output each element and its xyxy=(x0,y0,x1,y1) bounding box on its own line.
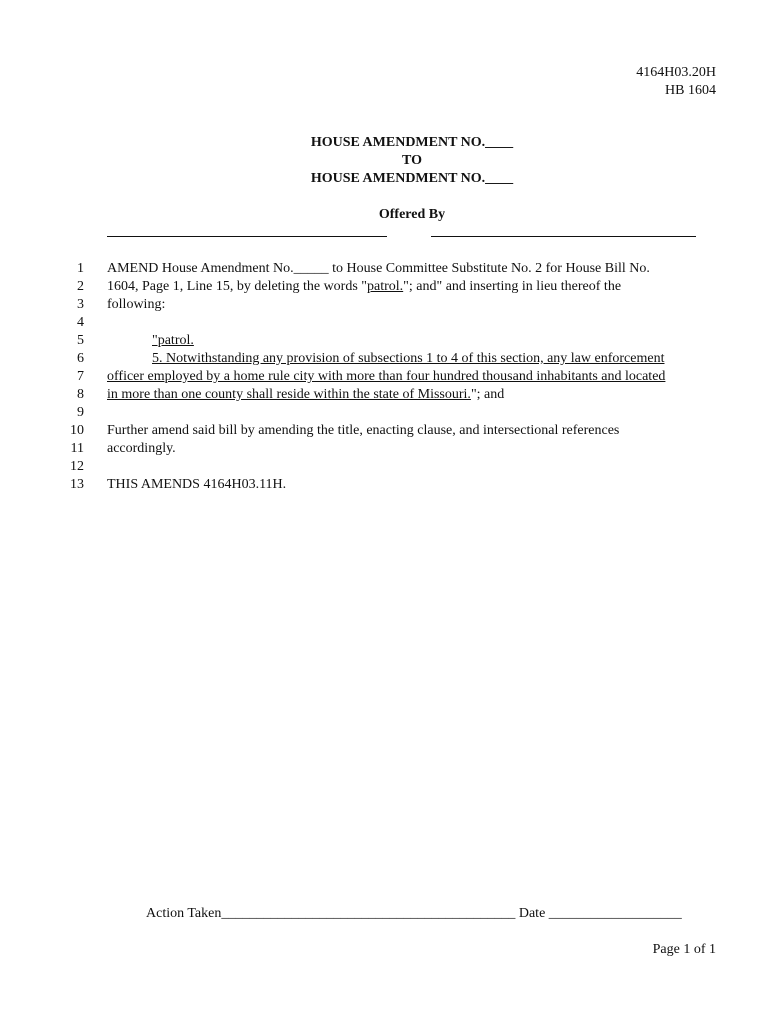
line-text-part: "; and xyxy=(470,387,505,402)
action-taken-line: Action Taken__________________________________________ Date ___________________ xyxy=(146,906,682,921)
title-line-3: HOUSE AMENDMENT NO.____ xyxy=(310,171,514,186)
line-number: 6 xyxy=(77,351,84,366)
offered-by-label: Offered By xyxy=(378,207,446,222)
line-text: THIS AMENDS 4164H03.11H. xyxy=(107,477,287,492)
line-text xyxy=(107,278,621,296)
inserted-text: 5. Notwithstanding any provision of subsections 1 to 4 of this section, any law enforcement xyxy=(152,351,665,366)
underlined-text: patrol. xyxy=(367,279,404,294)
line-text-part: 1604, Page 1, Line 15, by deleting the words " xyxy=(107,279,368,294)
inserted-text: in more than one county shall reside within the state of Missouri. xyxy=(107,387,471,402)
line-text xyxy=(107,386,504,404)
line-text: following: xyxy=(107,297,166,312)
line-text: AMEND House Amendment No._____ to House Committee Substitute No. 2 for House Bill No. xyxy=(107,261,650,276)
line-number: 2 xyxy=(77,279,84,294)
line-text-part: "; and" and inserting in lieu thereof the xyxy=(403,279,622,294)
line-number: 4 xyxy=(77,315,84,330)
document-header xyxy=(636,64,716,100)
line-number: 1 xyxy=(77,261,84,276)
title-line-2: TO xyxy=(402,153,422,168)
line-number: 5 xyxy=(77,333,84,348)
amendment-title xyxy=(0,134,770,188)
signature-line-left xyxy=(107,236,387,237)
line-number: 9 xyxy=(77,405,84,420)
inserted-text: "patrol. xyxy=(152,333,194,348)
line-text: Further amend said bill by amending the title, enacting clause, and intersectional references xyxy=(107,423,620,438)
line-number: 7 xyxy=(77,369,84,384)
bill-number: HB 1604 xyxy=(665,83,716,98)
signature-line-right xyxy=(431,236,696,237)
title-line-1: HOUSE AMENDMENT NO.____ xyxy=(310,135,514,150)
line-number: 11 xyxy=(70,441,84,456)
inserted-text: officer employed by a home rule city with more than four hundred thousand inhabitants and located xyxy=(107,369,666,384)
line-number: 13 xyxy=(70,477,84,492)
line-number: 3 xyxy=(77,297,84,312)
line-number: 12 xyxy=(70,459,84,474)
document-id: 4164H03.20H xyxy=(636,65,716,80)
page-number: Page 1 of 1 xyxy=(652,942,716,957)
line-number: 8 xyxy=(77,387,84,402)
line-number: 10 xyxy=(70,423,84,438)
line-text: accordingly. xyxy=(107,441,176,456)
